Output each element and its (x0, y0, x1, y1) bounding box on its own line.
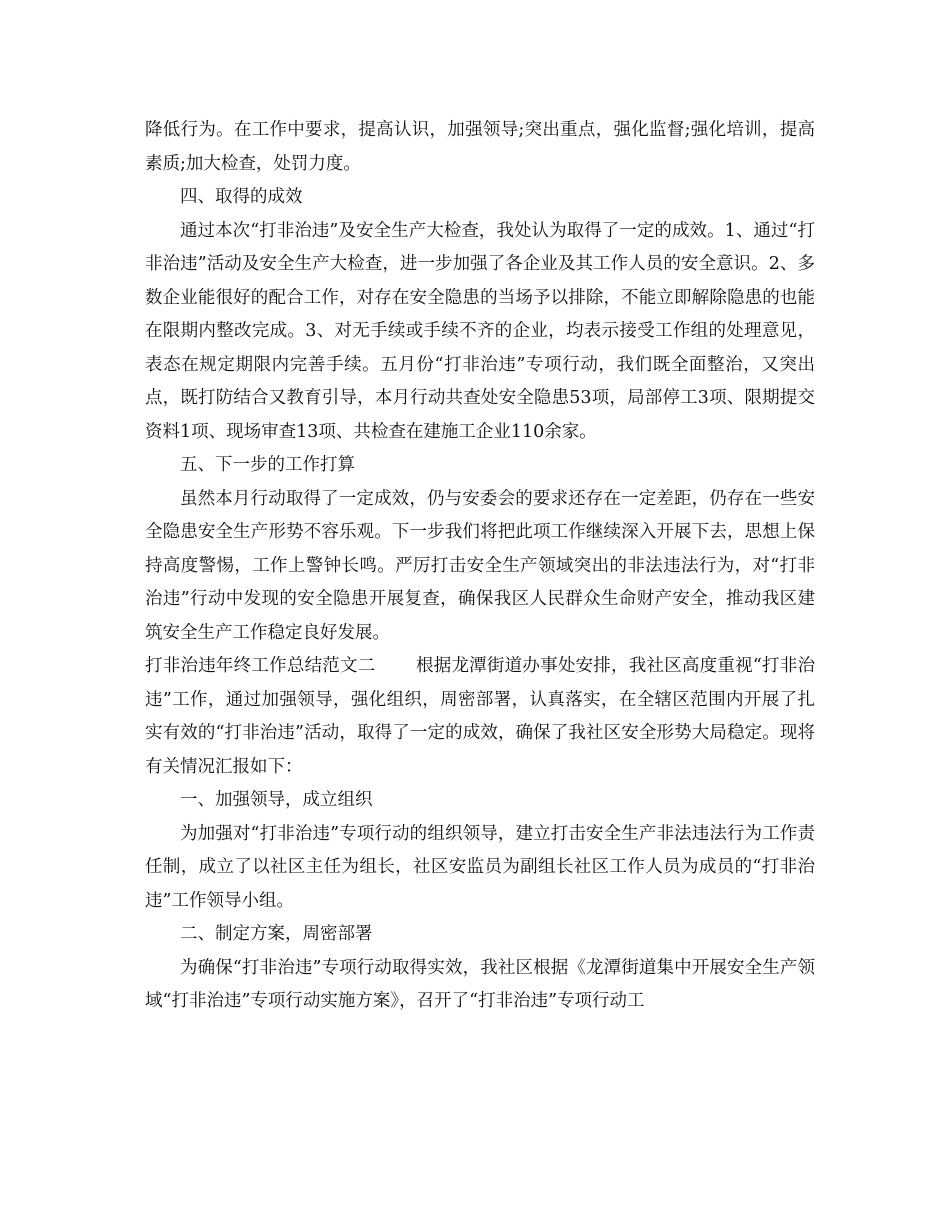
paragraph-results: 通过本次“打非治违”及安全生产大检查，我处认为取得了一定的成效。1、通过“打非治违”活动及安全生产大检查，进一步加强了各企业及其工作人员的安全意识。2、多数企业能很好的配合工作，对存在安全隐患的当场予以排除，不能立即解除隐患的也能在限期内整改完成。3、对无手续或手续不齐的企业，均表示接受工作组的处理意见，表态在规定期限内完善手续。五月份“打非治违”专项行动，我们既全面整治，又突出点，既打防结合又教育引导，本月行动共查处安全隐患53项，局部停工3项、限期提交资料1项、现场审查13项、共检查在建施工企业110余家。 (145, 220, 815, 442)
sample-two-title: 打非治违年终工作总结范文二 (145, 656, 376, 676)
paragraph-leadership: 为加强对“打非治违”专项行动的组织领导，建立打击安全生产非法违法行为工作责任制，成立了以社区主任为组长，社区安监员为副组长社区工作人员为成员的“打非治违”工作领导小组。 (145, 823, 815, 911)
paragraph-plan: 为确保“打非治违”专项行动取得实效，我社区根据《龙潭街道集中开展安全生产领域“打非治违”专项行动实施方案》，召开了“打非治违”专项行动工 (145, 957, 815, 1011)
section-heading-next-steps: 五、下一步的工作打算 (180, 455, 355, 475)
paragraph-next-steps: 虽然本月行动取得了一定成效，仍与安委会的要求还存在一定差距，仍存在一些安全隐患安全生产形势不容乐观。下一步我们将把此项工作继续深入开展下去，思想上保持高度警惕，工作上警钟长鸣。严厉打击安全生产领域突出的非法违法行为，对“打非治违”行动中发现的安全隐患开展复查，确保我区人民群众生命财产安全，推动我区建筑安全生产工作稳定良好发展。 (145, 488, 815, 643)
document-page (145, 114, 815, 1019)
sample-two-intro: 根据龙潭街道办事处安排，我社区高度重视“打非治违”工作，通过加强领导，强化组织，周密部署，认真落实，在全辖区范围内开展了扎实有效的“打非治违”活动，取得了一定的成效，确保了我社区安全形势大局稳定。现将有关情况汇报如下： (145, 656, 815, 777)
section-heading-leadership: 一、加强领导，成立组织 (180, 790, 373, 810)
section-heading-results: 四、取得的成效 (180, 187, 303, 207)
paragraph-penalty-measures: 降低行为。在工作中要求，提高认识，加强领导;突出重点，强化监督;强化培训，提高素质;加大检查，处罚力度。 (145, 120, 815, 174)
paragraph-sample-two (145, 650, 815, 784)
section-heading-plan: 二、制定方案，周密部署 (180, 924, 373, 944)
